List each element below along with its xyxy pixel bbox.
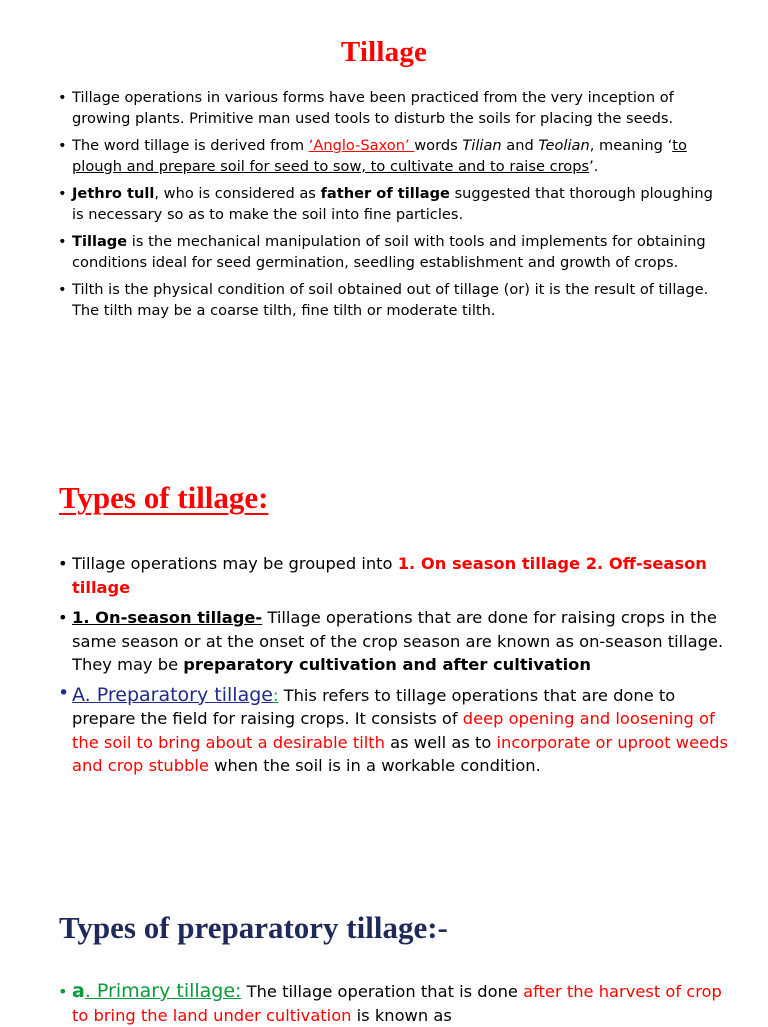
bullet-text: words — [414, 137, 463, 154]
bullet-text: The word tillage is derived from — [72, 137, 309, 154]
bullet-preparatory — [58, 684, 728, 778]
bullet-primary-tillage — [58, 980, 728, 1027]
bullet-inception — [58, 88, 718, 129]
bullet-text: Tillage operations may be grouped into — [72, 554, 398, 573]
bullet-text: and — [501, 137, 539, 154]
teolian-term: Teolian — [538, 137, 590, 154]
tillage-groups-text: 1. On season tillage 2. Off-season tillage — [72, 554, 707, 597]
on-season-label: 1. On-season tillage- — [72, 608, 263, 627]
bullet-text: , meaning ‘ — [589, 137, 673, 154]
after-harvest-text: after the harvest of crop to bring the land under cultivation — [72, 982, 722, 1025]
bullet-text: is the mechanical manipulation of soil with tools and implements for obtaining conditions ideal for seed germination, seedling establishment and growth of crops. — [72, 233, 706, 271]
bullet-text: Tillage operations that are done for raising crops in the same season or at the onset of the crop season are known as on-season tillage. They may be — [72, 608, 724, 674]
bullet-text: , who is considered as — [154, 185, 321, 202]
bullet-on-season — [58, 606, 728, 677]
bullet-text: ’. — [589, 157, 599, 175]
bullet-text: Tilth is the physical condition of soil obtained out of tillage (or) it is the result of tillage. The tilth may be a coarse tilth, fine tilth or moderate tilth. — [72, 281, 709, 319]
tilian-term: Tilian — [462, 137, 502, 154]
bullet-text: This refers to tillage operations that are done to prepare the field for raising crops. It consists of — [72, 685, 676, 728]
primary-tillage-label: . Primary tillage: — [84, 980, 242, 1002]
anglo-saxon-link-text: ‘Anglo-Saxon’ — [308, 137, 415, 154]
bullet-etymology — [58, 136, 718, 177]
bullet-text: is known as — [351, 1005, 452, 1025]
slide-title-tillage: Tillage — [340, 36, 428, 68]
item-letter: a — [72, 980, 85, 1002]
father-of-tillage-text: father of tillage — [320, 185, 450, 202]
slide-title-preparatory-types: Types of preparatory tillage:- — [59, 910, 448, 945]
bullet-jethro-tull — [58, 184, 718, 225]
slide-title-types-of-tillage: Types of tillage: — [59, 480, 269, 515]
tillage-bullet-list — [58, 88, 718, 328]
meaning-text: to plough and prepare soil for seed to sow, to cultivate and to raise crops — [72, 137, 687, 175]
bullet-text: when the soil is in a workable condition. — [208, 756, 541, 775]
bullet-groups — [58, 552, 728, 599]
preparatory-types-bullet-list — [58, 980, 728, 1027]
bullet-tilth — [58, 280, 718, 321]
deep-opening-text: deep opening and loosening of the soil to bring about a desirable tilth — [72, 709, 715, 752]
label-colon: : — [272, 685, 279, 705]
bullet-definition — [58, 232, 718, 273]
cultivation-types-text: preparatory cultivation and after cultivation — [183, 655, 591, 674]
bullet-text: Tillage operations in various forms have been practiced from the very inception of growing plants. Primitive man used tools to disturb the soils for placing the seeds. — [72, 89, 674, 127]
bullet-text: The tillage operation that is done — [241, 982, 524, 1001]
types-bullet-list — [58, 552, 728, 785]
bullet-text: suggested that thorough ploughing is necessary so as to make the soil into fine particles. — [72, 185, 713, 223]
preparatory-tillage-label: A. Preparatory tillage — [72, 683, 273, 706]
jethro-tull-name: Jethro tull — [72, 185, 155, 202]
weeds-stubble-text: incorporate or uproot weeds and crop stubble — [72, 732, 728, 775]
bullet-text: as well as to — [384, 732, 497, 752]
tillage-term: Tillage — [72, 233, 128, 250]
